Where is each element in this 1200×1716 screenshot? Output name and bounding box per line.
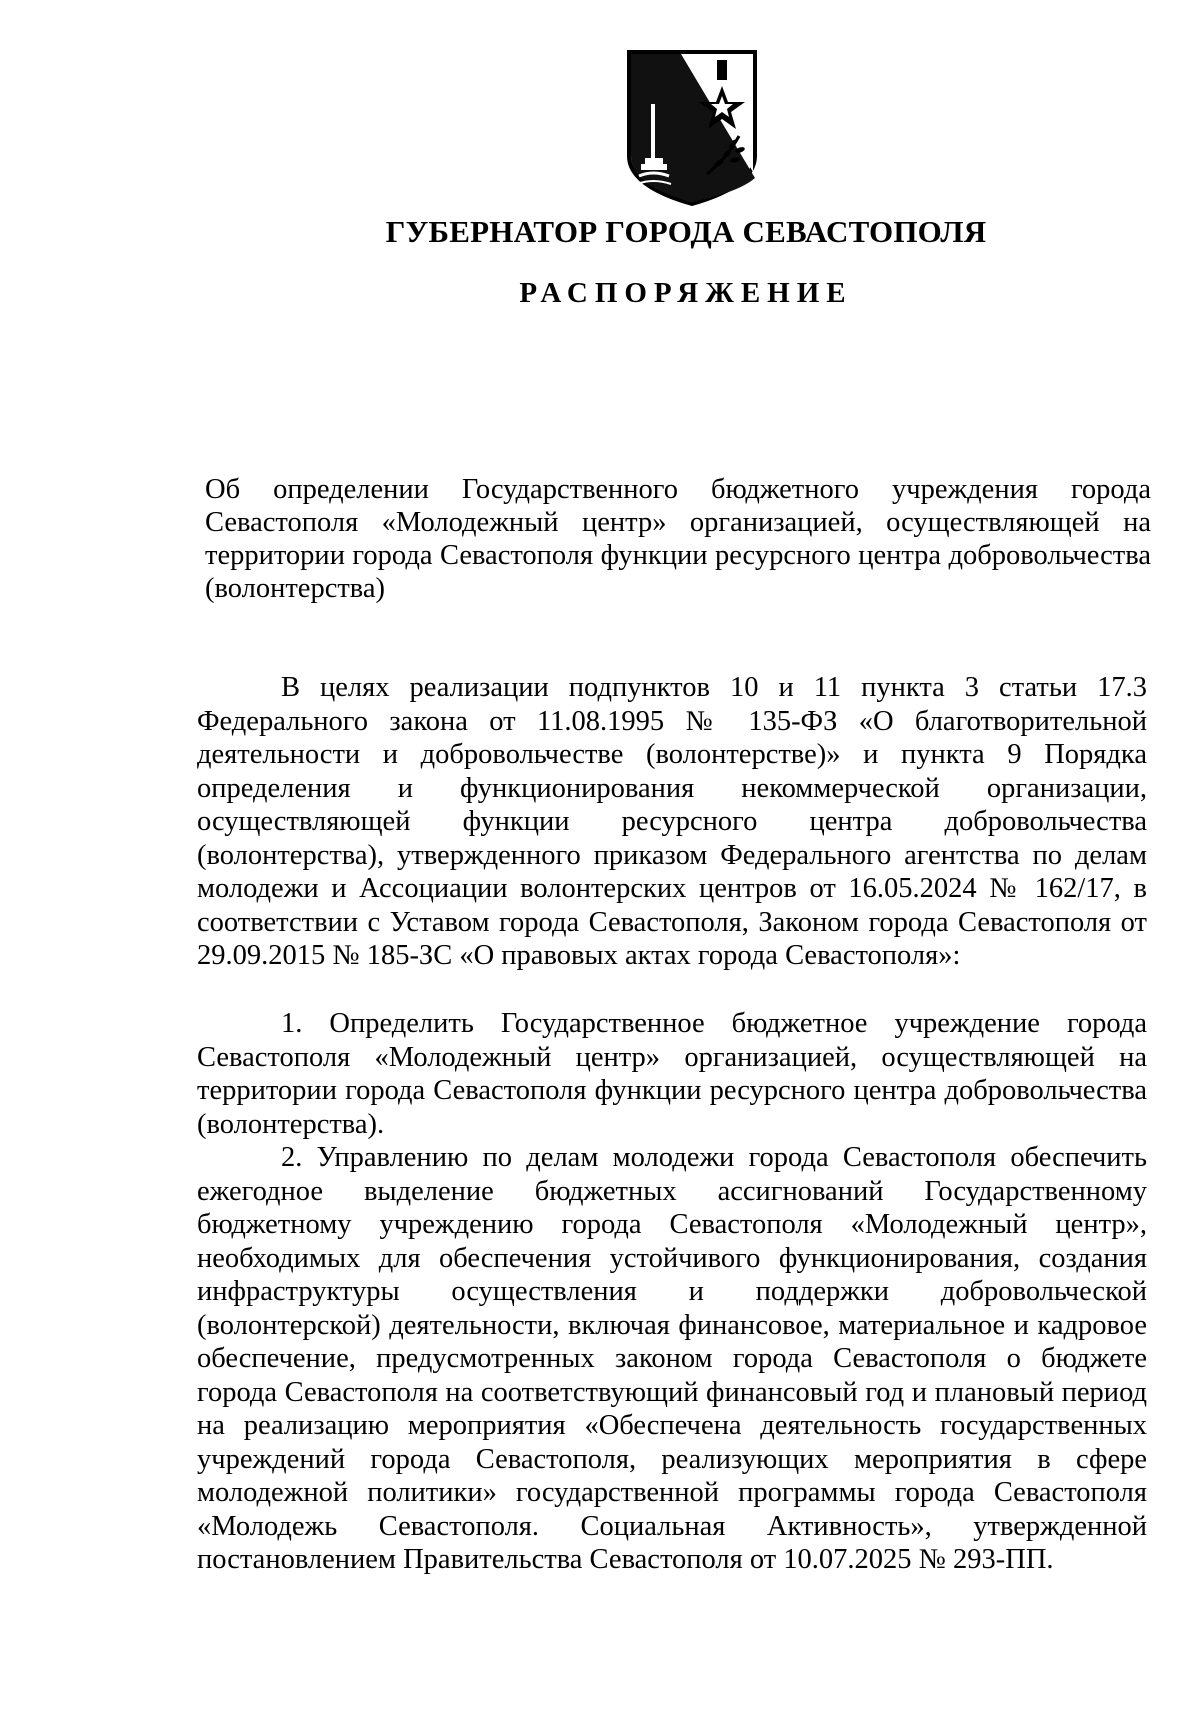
issuer-title: ГУБЕРНАТОР ГОРОДА СЕВАСТОПОЛЯ xyxy=(385,214,987,249)
coat-of-arms-icon xyxy=(623,46,761,206)
item-2-paragraph: 2. Управлению по делам молодежи города Севастополя обеспечить ежегодное выделение бюджетных ассигнований Государственному бюджетному учреждению города Севастополя «Молодежный центр», необходимых для обеспечения устойчивого функционирования, создания инфраструктуры осуществления и поддержки добровольческой (волонтерской) деятельности, включая финансовое, материальное и кадровое обеспечение, предусмотренных законом города Севастополя о бюджете города Севастополя на соответствующий финансовый год и плановый период на реализацию мероприятия «Обеспечена деятельность государственных учреждений города Севастополя, реализующих мероприятия в сфере молодежной политики» государственной программы города Севастополя «Молодежь Севастополя. Социальная Активность», утвержденной постановлением Правительства Севастополя от 10.07.2025 № 293-ПП. xyxy=(197,1142,1147,1575)
item-1-paragraph: 1. Определить Государственное бюджетное учреждение города Севастополя «Молодежный центр» организацией, осуществляющей на территории города Севастополя функции ресурсного центра добровольчества (волонтерства). xyxy=(197,1008,1147,1140)
preamble-paragraph: В целях реализации подпунктов 10 и 11 пункта 3 статьи 17.3 Федерального закона от 11.08.1995 № 135-ФЗ «О благотворительной деятельности и добровольчестве (волонтерстве)» и пункта 9 Порядка определения и функционирования некоммерческой организации, осуществляющей функции ресурсного центра добровольчества (волонтерства), утвержденного приказом Федерального агентства по делам молодежи и Ассоциации волонтерских центров от 16.05.2024 № 162/17, в соответствии с Уставом города Севастополя, Законом города Севастополя от 29.09.2015 № 185-ЗС «О правовых актах города Севастополя»: xyxy=(197,672,1147,971)
document-subject: Об определении Государственного бюджетного учреждения города Севастополя «Молодежный центр» организацией, осуществляющей на территории города Севастополя функции ресурсного центра добровольчества (волонтерства) xyxy=(205,474,1151,604)
document-type: РАСПОРЯЖЕНИЕ xyxy=(519,277,853,309)
